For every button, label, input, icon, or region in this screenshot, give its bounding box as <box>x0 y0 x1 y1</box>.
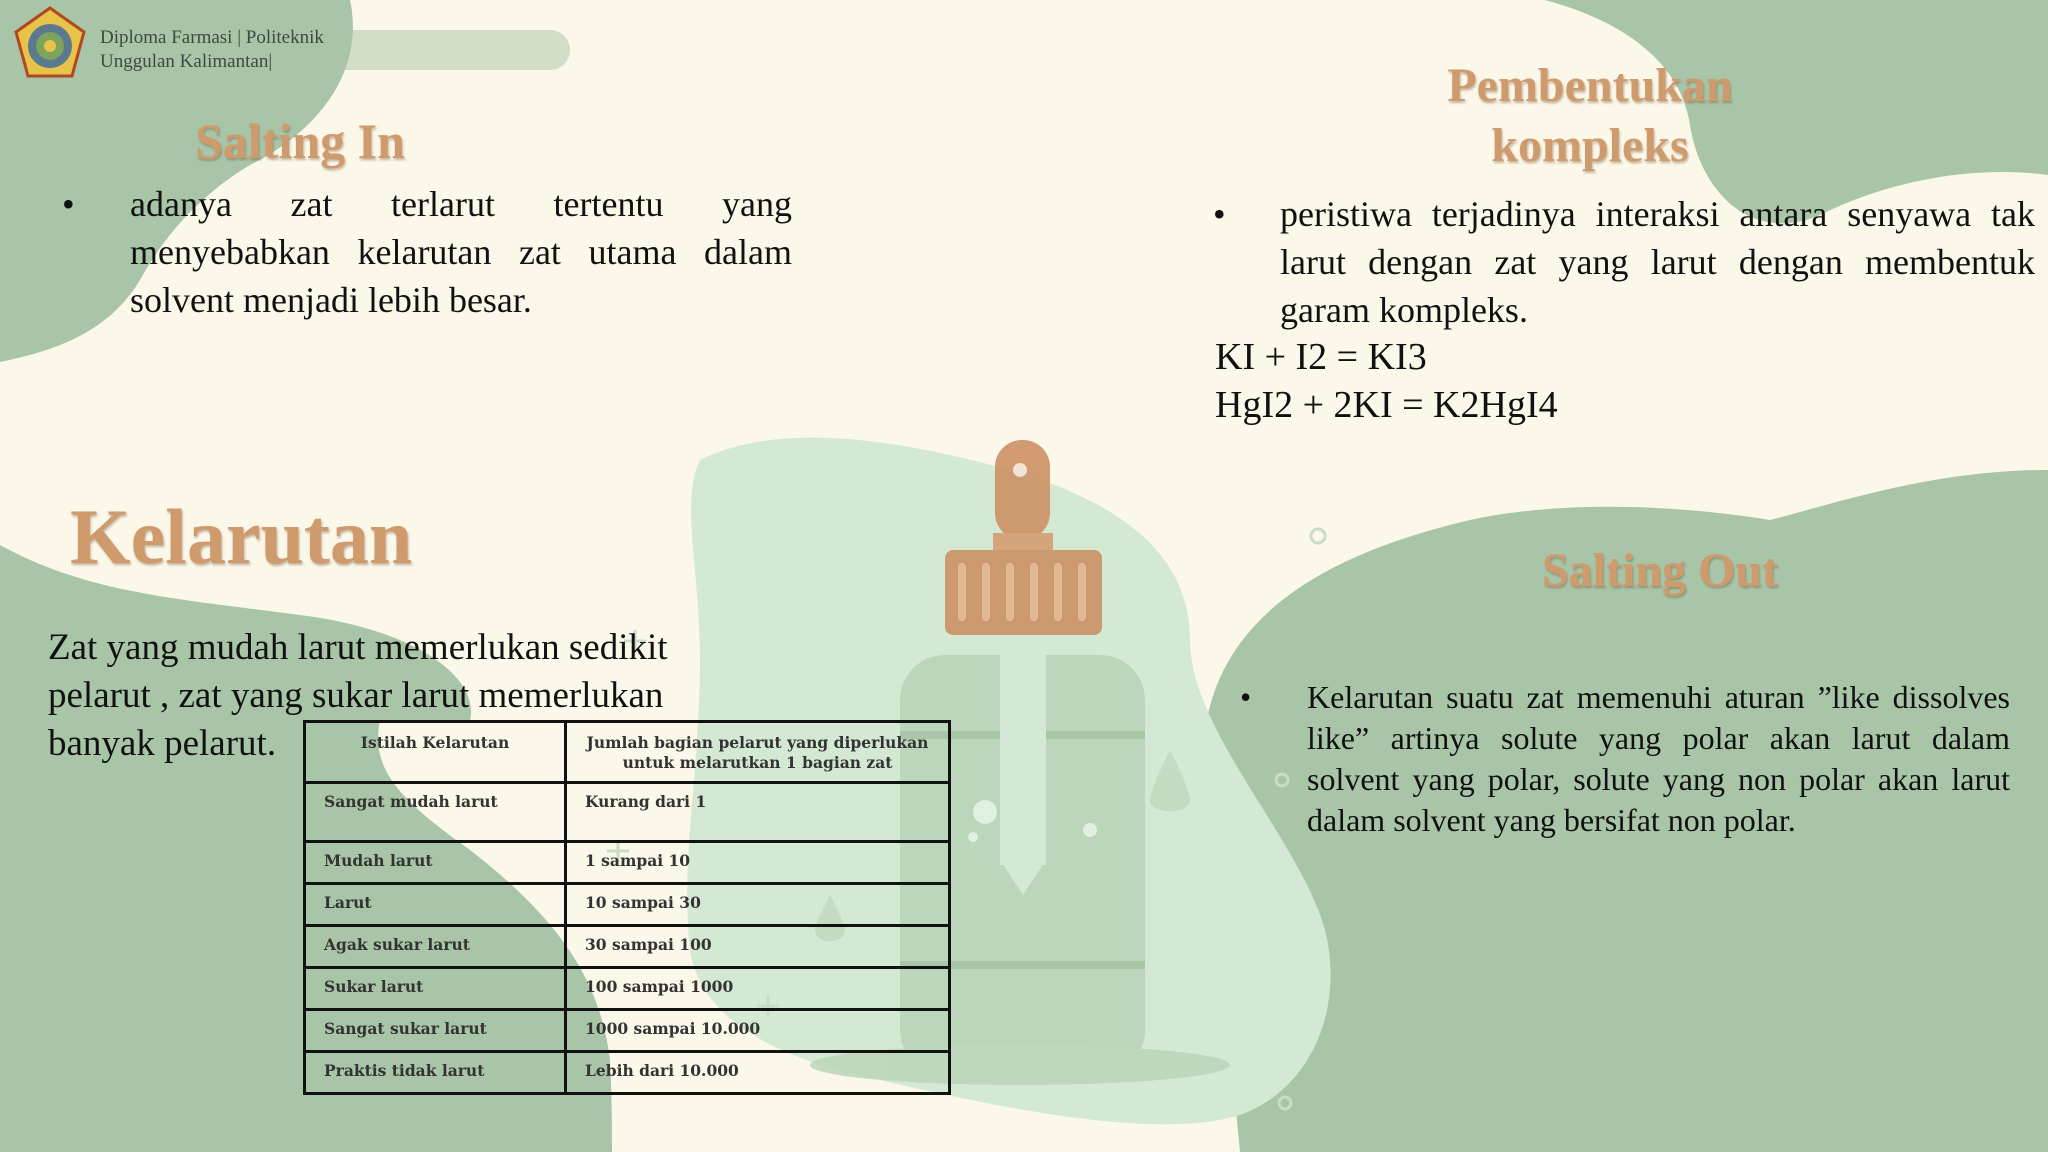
formula-ki3: KI + I2 = KI3 <box>1215 336 1427 378</box>
table-row <box>305 884 950 926</box>
brand-line-2: Unggulan Kalimantan| <box>100 51 273 72</box>
table-row <box>305 1010 950 1052</box>
table-row <box>305 783 950 842</box>
kelarutan-text: Zat yang mudah larut memerlukan sedikit pelarut , zat yang sukar larut memerlukan banyak pelarut. <box>48 627 668 764</box>
kompleks-title-line-2: kompleks <box>1491 119 1689 172</box>
formula-k2hgi4: HgI2 + 2KI = K2HgI4 <box>1215 384 1558 426</box>
salting-in-title: Salting In <box>195 113 405 169</box>
salting-out-text: Kelarutan suatu zat memenuhi aturan ”like dissolves like” artinya solute yang polar akan larut dalam solvent yang polar, solute yang non polar akan larut dalam solvent yang bersifat non polar. <box>1307 679 2010 838</box>
table-cell-amount: Kurang dari 1 <box>566 783 950 842</box>
table-header-row <box>305 722 950 783</box>
table-cell-amount: 10 sampai 30 <box>566 884 950 926</box>
table-header-term: Istilah Kelarutan <box>305 722 566 783</box>
salting-in-bullet <box>62 180 792 324</box>
kompleks-text: peristiwa terjadinya interaksi antara senyawa tak larut dengan zat yang larut dengan membentuk garam kompleks. <box>1280 194 2035 330</box>
table-cell-term: Praktis tidak larut <box>305 1052 566 1094</box>
solubility-table <box>303 720 951 1095</box>
salting-in-text: adanya zat terlarut tertentu yang menyebabkan kelarutan zat utama dalam solvent menjadi lebih besar. <box>130 184 792 320</box>
table-cell-amount: 1000 sampai 10.000 <box>566 1010 950 1052</box>
bullet-icon: • <box>1240 679 1252 715</box>
table-cell-amount: 1 sampai 10 <box>566 842 950 884</box>
kelarutan-title: Kelarutan <box>70 493 413 580</box>
table-cell-term: Mudah larut <box>305 842 566 884</box>
table-row <box>305 1052 950 1094</box>
bullet-icon: • <box>62 184 75 224</box>
table-cell-term: Larut <box>305 884 566 926</box>
table-cell-amount: Lebih dari 10.000 <box>566 1052 950 1094</box>
table-cell-term: Sangat sukar larut <box>305 1010 566 1052</box>
salting-out-bullet <box>1240 677 2010 841</box>
table-row <box>305 968 950 1010</box>
bullet-icon: • <box>1213 194 1226 234</box>
table-row <box>305 842 950 884</box>
table-row <box>305 926 950 968</box>
brand-text <box>100 26 324 74</box>
table-cell-term: Agak sukar larut <box>305 926 566 968</box>
brand-line-1: Diploma Farmasi | Politeknik <box>100 27 324 48</box>
table-cell-amount: 100 sampai 1000 <box>566 968 950 1010</box>
salting-out-title: Salting Out <box>1541 544 1779 597</box>
table-cell-amount: 30 sampai 100 <box>566 926 950 968</box>
kompleks-title-line-1: Pembentukan <box>1447 59 1733 112</box>
kompleks-bullet <box>1213 190 2035 334</box>
table-cell-term: Sukar larut <box>305 968 566 1010</box>
table-cell-term: Sangat mudah larut <box>305 783 566 842</box>
college-logo-icon <box>10 4 90 84</box>
table-header-amount: Jumlah bagian pelarut yang diperlukan untuk melarutkan 1 bagian zat <box>566 722 950 783</box>
kompleks-title <box>1340 56 1840 176</box>
